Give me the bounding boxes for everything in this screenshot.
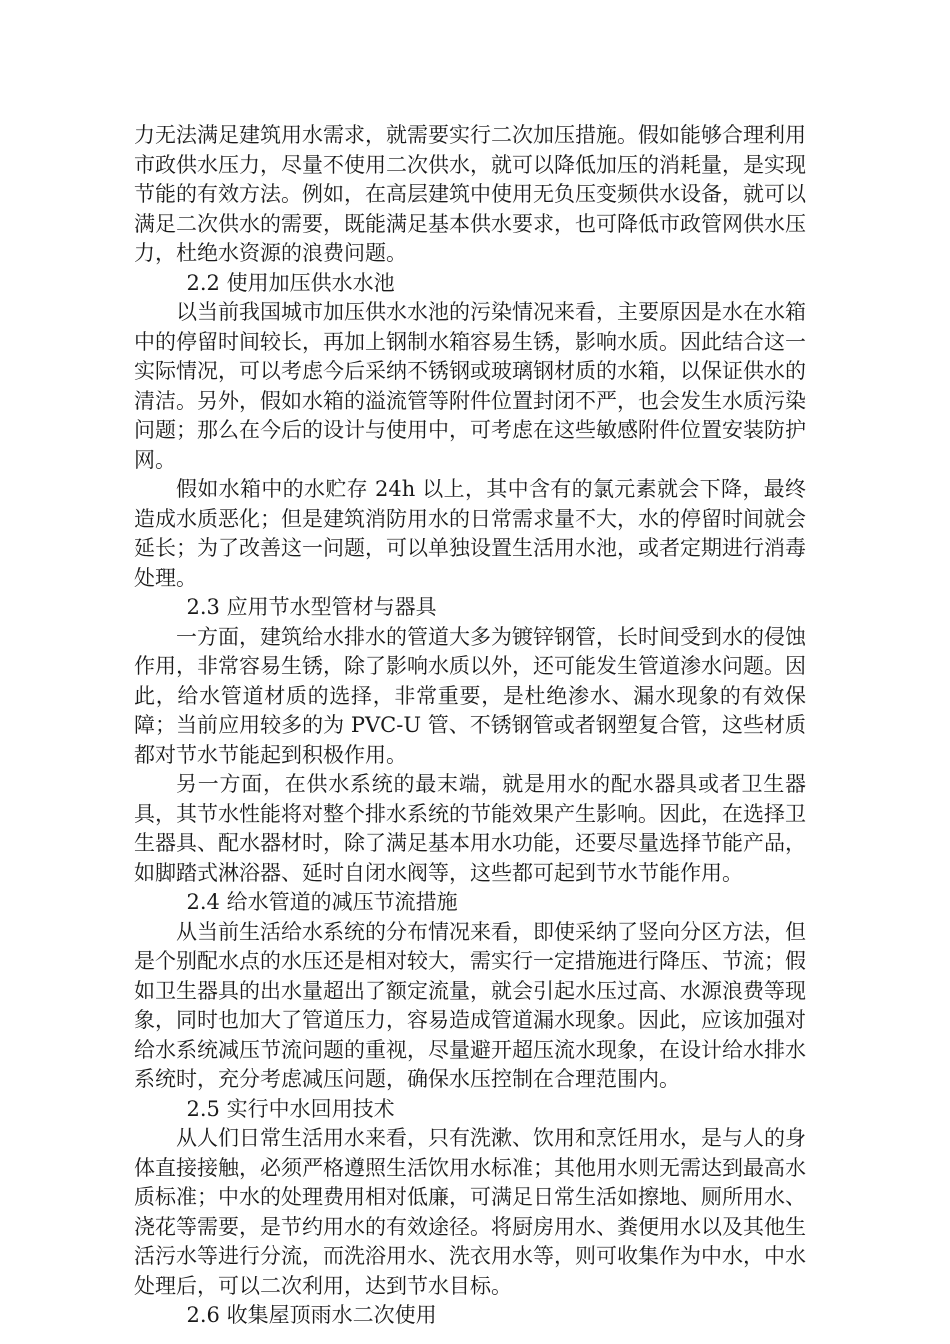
section-heading-2-5: 2.5 实行中水回用技术: [186, 1096, 395, 1121]
paragraph-pressure-reduction: 从当前生活给水系统的分布情况来看，即使采纳了竖向分区方法，但是个别配水点的水压还是相对较大，需实行一定措施进行降压、节流；假如卫生器具的出水量超出了额定流量，就会引起水压过高、水源浪费等现象，同时也加大了管道压力，容易造成管道漏水现象。因此，应该加强对给水系统减压节流问题的重视，尽量避开超压流水现象，在设计给水排水系统时，充分考虑减压问题，确保水压控制在合理范围内。: [134, 919, 806, 1091]
paragraph-pressurization-intro: 力无法满足建筑用水需求，就需要实行二次加压措施。假如能够合理利用市政供水压力，尽量不使用二次供水，就可以降低加压的消耗量，是实现节能的有效方法。例如，在高层建筑中使用无负压变频供水设备，就可以满足二次供水的需要，既能满足基本供水要求，也可降低市政管网供水压力，杜绝水资源的浪费问题。: [134, 123, 806, 265]
section-heading-2-4: 2.4 给水管道的减压节流措施: [186, 890, 458, 914]
document-body: [134, 121, 806, 1331]
section-heading-2-3: 2.3 应用节水型管材与器具: [186, 595, 437, 619]
section-heading-2-2: 2.2 使用加压供水水池: [186, 270, 395, 295]
paragraph-reclaimed-water: 从人们日常生活用水来看，只有洗漱、饮用和烹饪用水，是与人的身体直接接触，必须严格遵照生活饮用水标准；其他用水则无需达到最高水质标准；中水的处理费用相对低廉，可满足日常生活如擦地、厕所用水、浇花等需要，是节约用水的有效途径。将厨房用水、粪便用水以及其他生活污水等进行分流，而洗浴用水、洗衣用水等，则可收集作为中水，中水处理后，可以二次利用，达到节水目标。: [134, 1126, 806, 1298]
paragraph-water-storage-time: 假如水箱中的水贮存 24h 以上，其中含有的氯元素就会下降，最终造成水质恶化；但是建筑消防用水的日常需求量不大，水的停留时间就会延长；为了改善这一问题，可以单独设置生活用水池，或者定期进行消毒处理。: [134, 477, 806, 590]
paragraph-water-tank-pollution: 以当前我国城市加压供水水池的污染情况来看，主要原因是水在水箱中的停留时间较长，再加上钢制水箱容易生锈，影响水质。因此结合这一实际情况，可以考虑今后采纳不锈钢或玻璃钢材质的水箱，以保证供水的清洁。另外，假如水箱的溢流管等附件位置封闭不严，也会发生水质污染问题；那么在今后的设计与使用中，可考虑在这些敏感附件位置安装防护网。: [134, 300, 806, 472]
paragraph-pipe-materials: 一方面，建筑给水排水的管道大多为镀锌钢管，长时间受到水的侵蚀作用，非常容易生锈，除了影响水质以外，还可能发生管道渗水问题。因此，给水管道材质的选择，非常重要，是杜绝渗水、漏水现象的有效保障；当前应用较多的为 PVC-U 管、不锈钢管或者钢塑复合管，这些材质都对节水节能起到积极作用。: [134, 624, 806, 767]
paragraph-sanitary-fixtures: 另一方面，在供水系统的最末端，就是用水的配水器具或者卫生器具，其节水性能将对整个排水系统的节能效果产生影响。因此，在选择卫生器具、配水器材时，除了满足基本用水功能，还要尽量选择节能产品，如脚踏式淋浴器、延时自闭水阀等，这些都可起到节水节能作用。: [134, 772, 806, 885]
section-heading-2-6: 2.6 收集屋顶雨水二次使用: [186, 1303, 437, 1327]
